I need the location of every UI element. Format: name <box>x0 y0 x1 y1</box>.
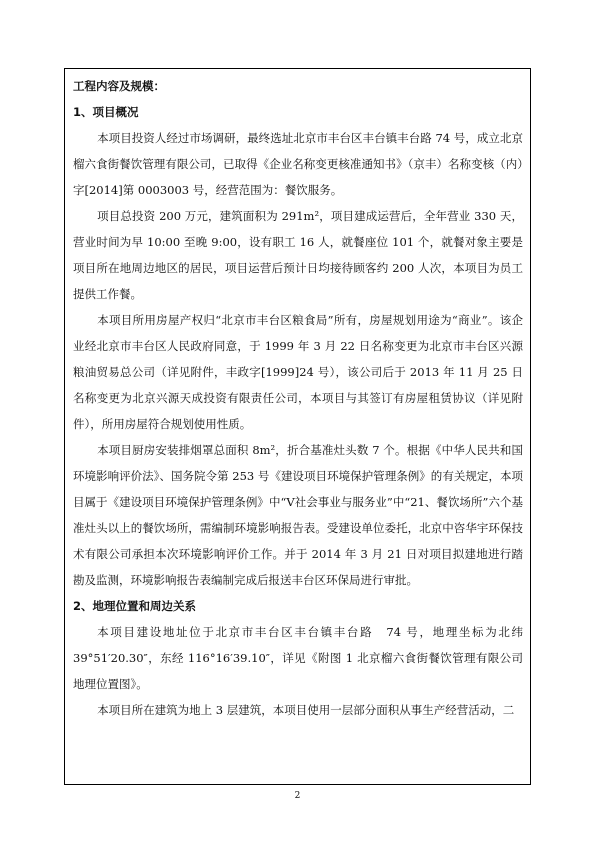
paragraph-investment: 项目总投资 200 万元，建筑面积为 291m²，项目建成运营后，全年营业 330 天，营业时间为早 10:00 至晚 9:00，设有职工 16 人，就餐座位 101 个，就餐对象主要是项目所在地周边地区的居民，项目运营后预计日均接待顾客约 200 人次，本项目为员工提供工作餐。 <box>73 209 523 301</box>
paragraph-building: 本项目所在建筑为地上 3 层建筑，本项目使用一层部分面积从事生产经营活动，二 <box>97 703 515 717</box>
page-number: 2 <box>294 791 301 801</box>
section-heading: 工程内容及规模： <box>73 79 165 93</box>
subsection-heading-overview: 1、项目概况 <box>73 105 139 119</box>
paragraph-site-selection: 本项目投资人经过市场调研，最终选址北京市丰台区丰台镇丰台路 74 号，成立北京榴六食街餐饮管理有限公司，已取得《企业名称变更核准通知书》（京丰）名称变核（内）字[2014]第 0003003 号，经营范围为：餐饮服务。 <box>73 131 523 197</box>
document-frame <box>64 68 531 785</box>
paragraph-location: 本项目建设地址位于北京市丰台区丰台镇丰台路 74 号，地理坐标为北纬 39°51′20.30″，东经 116°16′39.10″，详见《附图 1 北京榴六食街餐饮管理有限公司地理位置图》。 <box>73 625 523 691</box>
paragraph-property-rights: 本项目所用房屋产权归“北京市丰台区粮食局”所有，房屋规划用途为“商业”。该企业经北京市丰台区人民政府同意，于 1999 年 3 月 22 日名称变更为北京市丰台区兴源粮油贸易总公司（详见附件，丰政字[1999]24 号），该公司后于 2013 年 11 月 25 日名称变更为北京兴源天成投资有限责任公司，本项目与其签订有房屋租赁协议（详见附件），所用房屋符合规划使用性质。 <box>73 313 523 431</box>
document-body <box>65 69 530 723</box>
subsection-heading-location: 2、地理位置和周边关系 <box>73 599 197 613</box>
paragraph-regulations: 本项目厨房安装排烟罩总面积 8m²，折合基准灶头数 7 个。根据《中华人民共和国环境影响评价法》、国务院令第 253 号《建设项目环境保护管理条例》的有关规定，本项目属于《建设项目环境保护管理条例》中“Ⅴ社会事业与服务业”中“21、餐饮场所”六个基准灶头以上的餐饮场所，需编制环境影响报告表。受建设单位委托，北京中咨华宇环保技术有限公司承担本次环境影响评价工作。并于 2014 年 3 月 21 日对项目拟建地进行踏勘及监测，环境影响报告表编制完成后报送丰台区环保局进行审批。 <box>73 443 523 587</box>
